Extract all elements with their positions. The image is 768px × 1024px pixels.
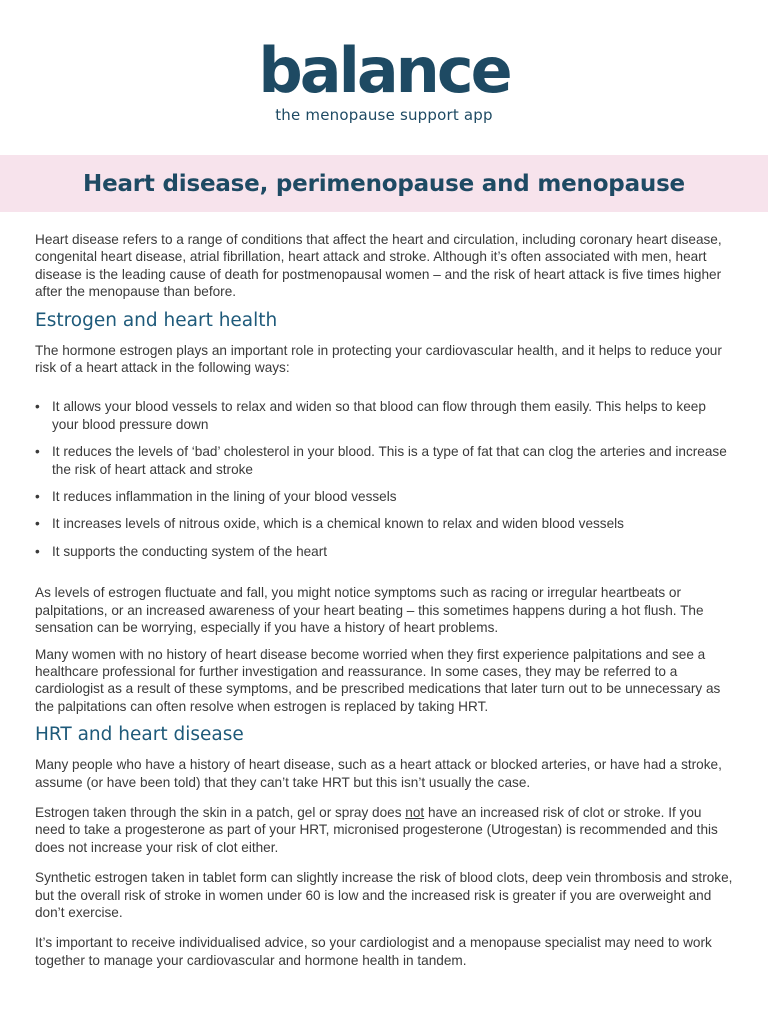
section-heading-hrt: HRT and heart disease (35, 724, 244, 746)
paragraph-text: Estrogen taken through the skin in a patch, gel or spray does (35, 804, 406, 820)
emphasis-not: not (405, 804, 425, 820)
brand-tagline: the menopause support app (275, 106, 493, 124)
article-body (35, 231, 735, 978)
list-item: • It increases levels of nitrous oxide, which is a chemical known to relax and widen blood vessels (35, 515, 735, 532)
palpitations-paragraph: Many women with no history of heart disease become worried when they first experience palpitations and see a healthcare professional for further investigation and reassurance. In some cases, they may be referred to a cardiologist as a result of these symptoms, and be prescribed medications that later turn out to be unnecessary as the palpitations can often resolve when estrogen is replaced by taking HRT. (35, 646, 721, 714)
estrogen-benefits-list (35, 398, 735, 560)
transdermal-estrogen-paragraph (35, 804, 735, 856)
header (0, 0, 768, 124)
list-item: • It supports the conducting system of the heart (35, 543, 735, 560)
hrt-history-paragraph: Many people who have a history of heart disease, such as a heart attack or blocked arteries, or have had a stroke, assume (or have been told) that they can’t take HRT but this isn’t usually the case. (35, 757, 722, 790)
title-banner (0, 155, 768, 212)
page-title: Heart disease, perimenopause and menopause (83, 170, 685, 197)
list-item: • It allows your blood vessels to relax and widen so that blood can flow through them easily. This helps to keep your blood pressure down (35, 398, 735, 433)
list-item: • It reduces the levels of ‘bad’ cholesterol in your blood. This is a type of fat that can clog the arteries and increase the risk of heart attack and stroke (35, 443, 735, 478)
section-heading-estrogen: Estrogen and heart health (35, 309, 278, 331)
advice-paragraph: It’s important to receive individualised advice, so your cardiologist and a menopause specialist may need to work together to manage your cardiovascular and hormone health in tandem. (35, 935, 712, 968)
estrogen-lead-paragraph: The hormone estrogen plays an important role in protecting your cardiovascular health, and it helps to reduce your risk of a heart attack in the following ways: (35, 342, 722, 376)
brand-logo: balance (258, 34, 510, 107)
synthetic-estrogen-paragraph: Synthetic estrogen taken in tablet form can slightly increase the risk of blood clots, deep vein thrombosis and stroke, but the overall risk of stroke in women under 60 is low and the increased risk is greater if you are overweight and don’t exercise. (35, 870, 733, 920)
paragraph-text: have an increased risk of clot or stroke. If you need to take a progesterone as part of your HRT, micronised progesterone (Utrogestan) is recommended and this does not increase your risk of clot either. (35, 804, 718, 855)
list-item: • It reduces inflammation in the lining of your blood vessels (35, 488, 735, 505)
intro-paragraph: Heart disease refers to a range of conditions that affect the heart and circulation, including coronary heart disease, congenital heart disease, atrial fibrillation, heart attack and stroke. Although it’s often associated with men, heart disease is the leading cause of death for postmenopausal women – and the risk of heart attack is five times higher after the menopause than before. (35, 232, 722, 300)
symptoms-paragraph: As levels of estrogen fluctuate and fall, you might notice symptoms such as racing or irregular heartbeats or palpitations, or an increased awareness of your heart beating – this sometimes happens during a hot flush. The sensation can be worrying, especially if you have a history of heart problems. (35, 585, 704, 636)
